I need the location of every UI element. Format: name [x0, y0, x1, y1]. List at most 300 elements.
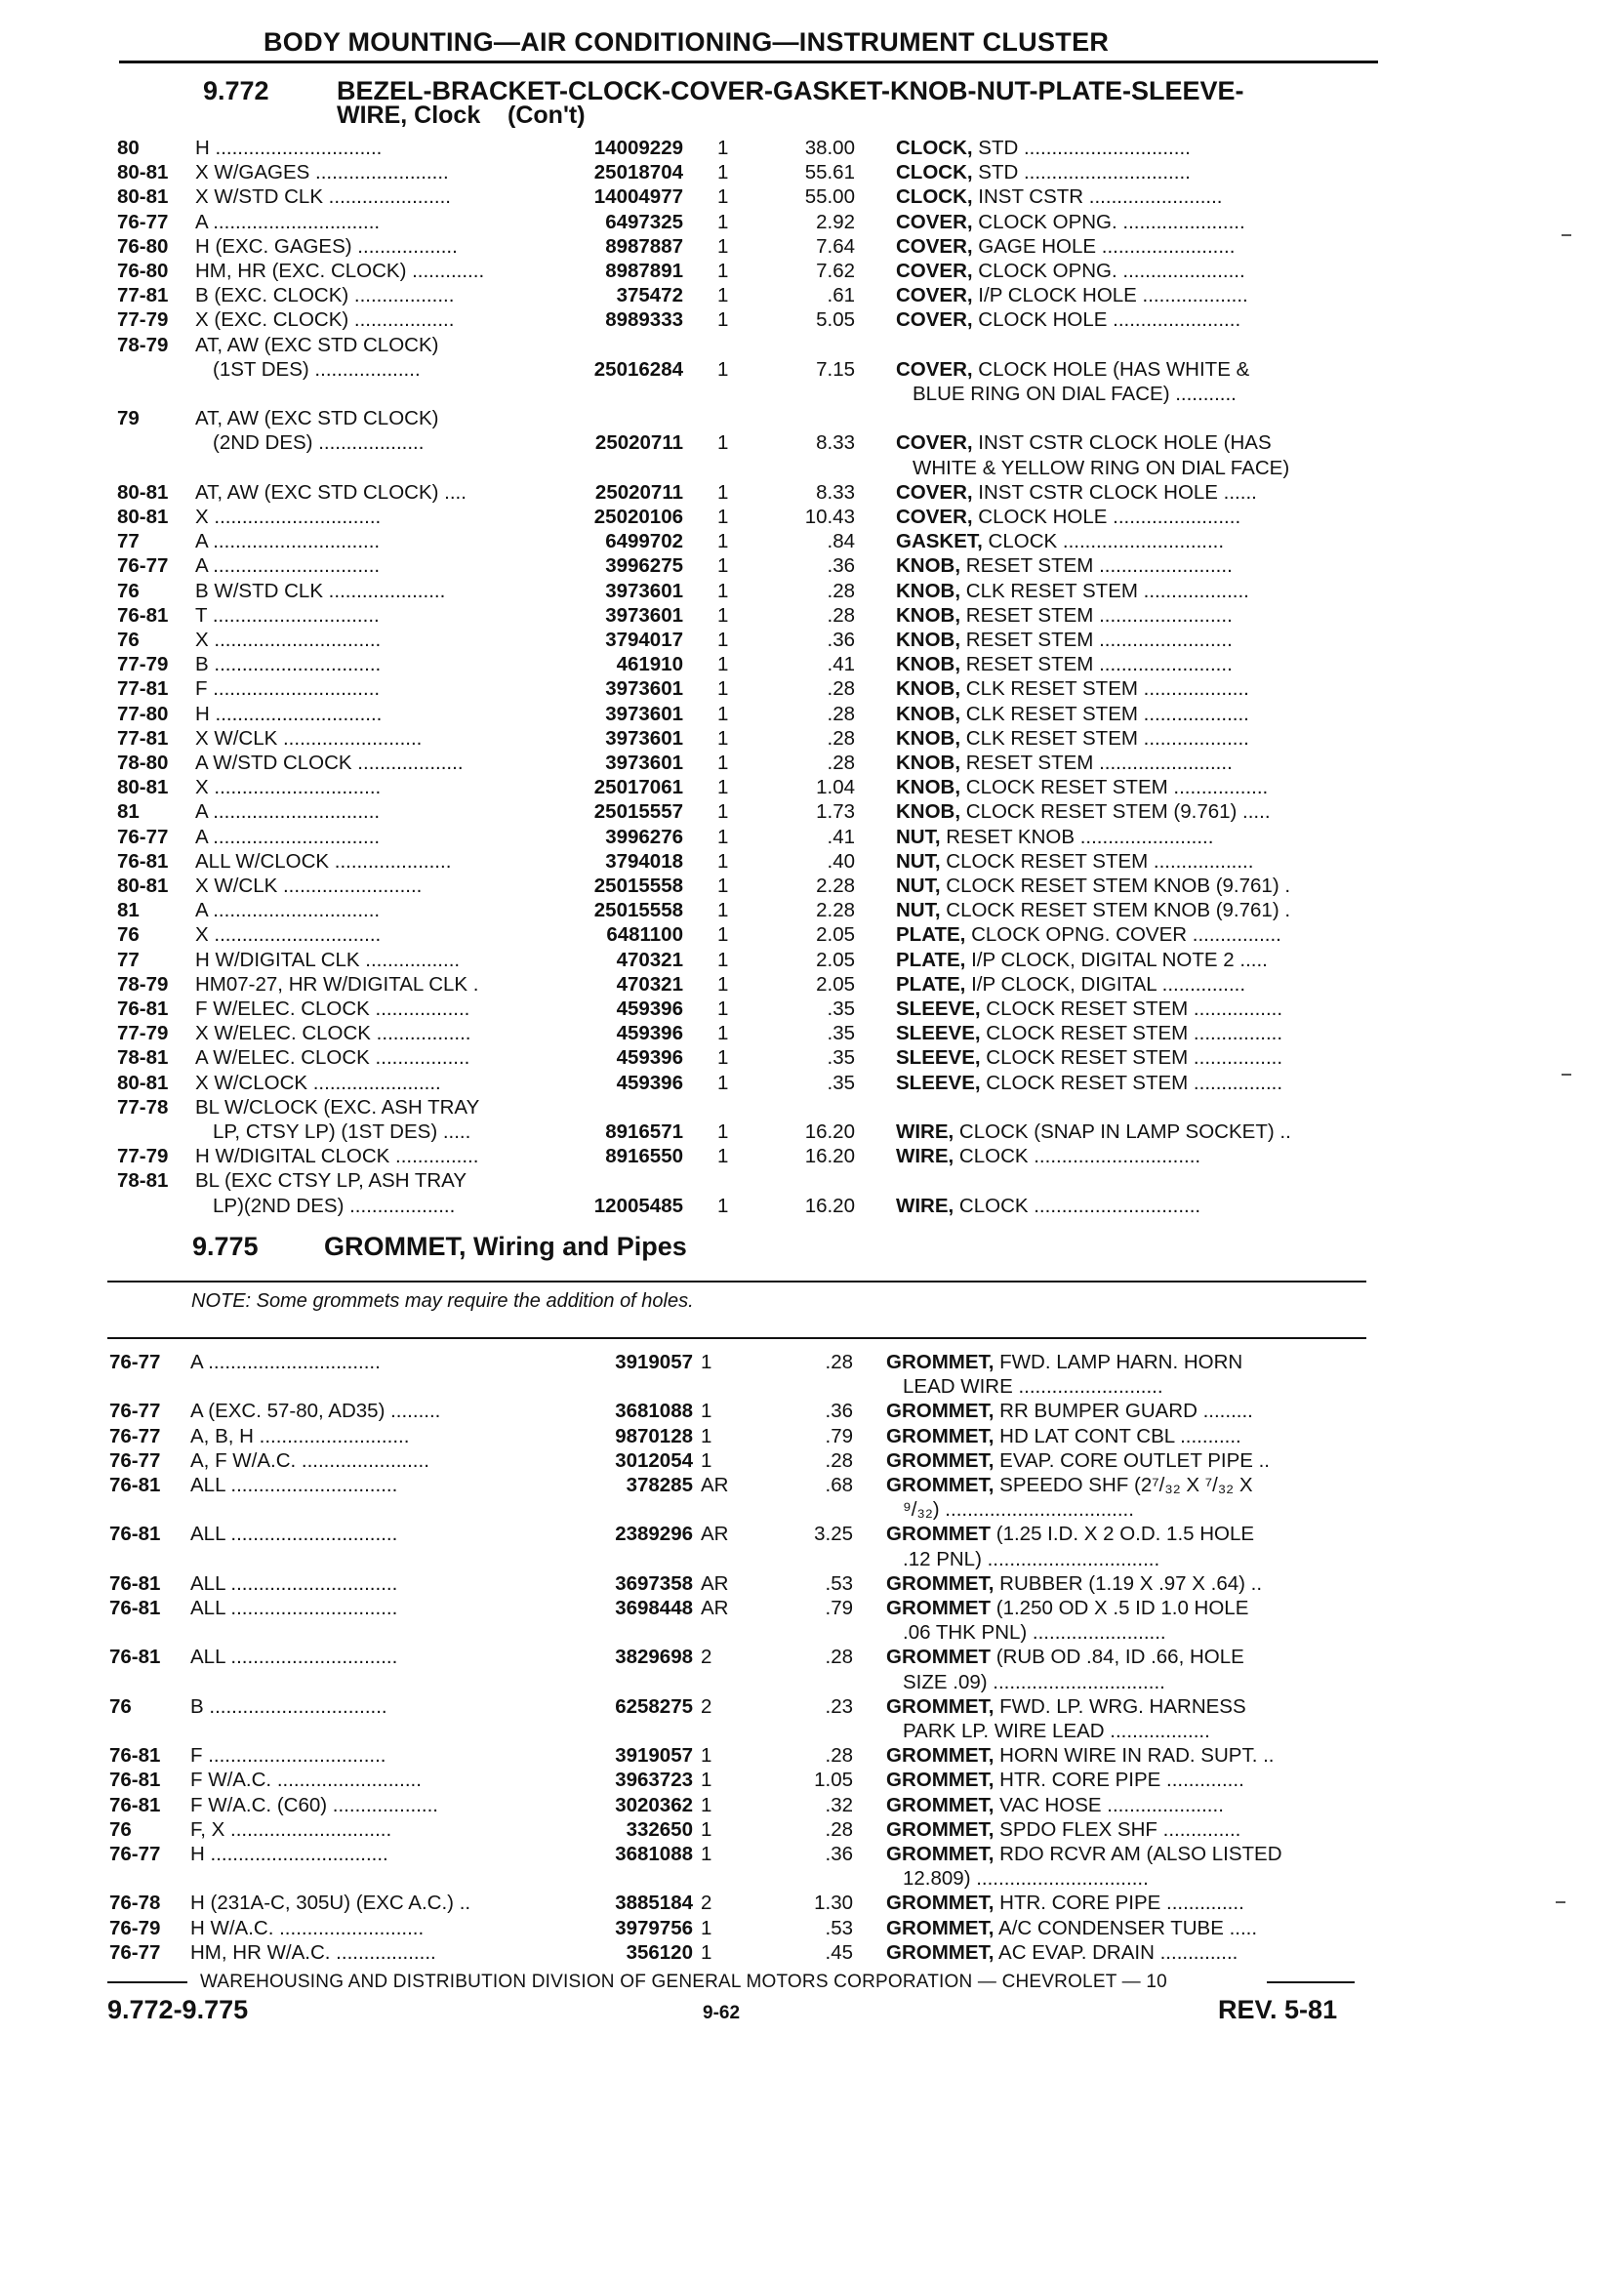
- quantity: 1: [717, 653, 729, 676]
- part-name-keyword: COVER,: [896, 260, 973, 282]
- price: 1.05: [814, 1769, 853, 1792]
- part-name-keyword: KNOB,: [896, 800, 961, 824]
- table-row: [0, 1449, 1624, 1473]
- table-row: [0, 308, 1624, 332]
- part-name-keyword: KNOB,: [896, 603, 961, 627]
- part-name: [886, 1523, 1366, 1546]
- model-years: 76-80: [117, 260, 169, 282]
- part-name-keyword: GROMMET,: [886, 1793, 995, 1816]
- part-name-detail: CLK RESET STEM ...................: [960, 677, 1249, 701]
- part-number: 3973601: [605, 579, 683, 602]
- table-row: [0, 1917, 1624, 1940]
- part-name-detail: INST CSTR ........................: [972, 185, 1223, 209]
- price: .79: [825, 1597, 853, 1619]
- model-description: AT, AW (EXC STD CLOCK): [195, 333, 439, 356]
- part-name: [896, 137, 1366, 160]
- model-years: 76-81: [109, 1597, 161, 1619]
- table-row: [0, 1072, 1624, 1095]
- quantity: 1: [717, 972, 729, 996]
- part-name-keyword: CLOCK,: [896, 137, 973, 159]
- footer-section-range: 9.772-9.775: [107, 1995, 249, 2024]
- part-number: 14009229: [593, 137, 683, 159]
- section-note: NOTE: Some grommets may require the addition of holes.: [191, 1290, 694, 1312]
- part-name: [896, 1072, 1366, 1095]
- part-number: 6499702: [605, 530, 683, 553]
- part-name-detail: CLOCK RESET STEM ..................: [940, 849, 1254, 873]
- part-name-detail: RESET KNOB ........................: [940, 825, 1214, 848]
- table-row: [0, 1120, 1624, 1144]
- part-number: 25015557: [593, 800, 683, 824]
- model-years: 81: [117, 899, 140, 922]
- price: 38.00: [804, 137, 855, 159]
- part-name: [896, 481, 1366, 505]
- model-years: 76-77: [117, 210, 169, 233]
- quantity: 1: [701, 1940, 712, 1964]
- part-name-detail: RUBBER (1.19 X .97 X .64) ..: [994, 1571, 1263, 1595]
- table-row: [0, 1695, 1624, 1719]
- model-description: A W/STD CLOCK ...................: [195, 752, 464, 774]
- part-name-detail: CLOCK RESET STEM .................: [960, 776, 1269, 799]
- part-name-detail: CLK RESET STEM ...................: [960, 702, 1249, 725]
- quantity: 1: [717, 1071, 729, 1094]
- note-rule-top: [107, 1281, 1366, 1282]
- model-years: 77-79: [117, 308, 169, 332]
- part-name: [886, 1425, 1366, 1448]
- table-row: [0, 1400, 1624, 1423]
- part-name-keyword: NUT,: [896, 875, 941, 897]
- part-number: 25015558: [593, 899, 683, 922]
- part-name-detail: INST CSTR CLOCK HOLE ......: [972, 480, 1257, 504]
- part-name: [896, 800, 1366, 824]
- table-row: [0, 973, 1624, 997]
- price: .32: [825, 1793, 853, 1816]
- model-years: 80-81: [117, 506, 169, 528]
- part-number: 3919057: [615, 1351, 693, 1373]
- table-row: [0, 407, 1624, 430]
- model-description: X ..............................: [195, 629, 382, 651]
- part-name-keyword: GROMMET,: [886, 1892, 995, 1915]
- model-description: H ................................: [190, 1843, 388, 1865]
- part-name-detail: RR BUMPER GUARD .........: [994, 1400, 1253, 1423]
- quantity: 1: [717, 284, 729, 307]
- model-years: 76-81: [109, 1474, 161, 1496]
- part-name-continuation: BLUE RING ON DIAL FACE) ...........: [913, 383, 1237, 405]
- part-number: 8987887: [605, 234, 683, 258]
- model-description: ALL ..............................: [190, 1523, 398, 1546]
- part-name-detail: HORN WIRE IN RAD. SUPT. ..: [994, 1744, 1275, 1768]
- part-name-keyword: GROMMET,: [886, 1769, 995, 1792]
- model-description: ALL ..............................: [190, 1474, 398, 1496]
- part-name: [896, 161, 1366, 184]
- model-years: 77-81: [117, 677, 169, 701]
- quantity: 1: [717, 629, 729, 651]
- model-years: 76-77: [109, 1400, 161, 1423]
- part-number: 459396: [616, 1046, 683, 1070]
- part-number: 25020711: [594, 431, 683, 455]
- part-number: 3973601: [605, 726, 683, 750]
- part-name-detail: CLOCK .............................: [982, 530, 1225, 553]
- part-name-detail: FWD. LAMP HARN. HORN: [994, 1351, 1243, 1373]
- model-years: 76-81: [109, 1571, 161, 1595]
- table-row: [0, 211, 1624, 234]
- quantity: 1: [717, 161, 729, 184]
- model-description: ALL ..............................: [190, 1571, 398, 1595]
- part-name-detail: HD LAT CONT CBL ...........: [994, 1424, 1241, 1447]
- quantity: 1: [701, 1793, 712, 1816]
- quantity: 1: [717, 260, 729, 282]
- price: .28: [827, 726, 855, 750]
- table-row: [0, 1794, 1624, 1817]
- part-name-detail: RESET STEM ........................: [960, 554, 1233, 578]
- model-years: 77-80: [117, 702, 169, 725]
- model-description: A, B, H ...........................: [190, 1424, 410, 1447]
- part-name: [896, 358, 1366, 382]
- part-name-keyword: COVER,: [896, 284, 973, 307]
- quantity: 1: [717, 431, 729, 455]
- model-description: HM, HR (EXC. CLOCK) .............: [195, 260, 485, 282]
- table-row: [0, 1022, 1624, 1045]
- model-description: X ..............................: [195, 776, 382, 799]
- part-name-continuation: 12.809) ...............................: [903, 1867, 1149, 1891]
- model-description: H W/DIGITAL CLK .................: [195, 948, 461, 971]
- quantity: 1: [701, 1769, 712, 1792]
- header-rule: [119, 61, 1378, 63]
- part-name-detail: CLOCK RESET STEM KNOB (9.761) .: [940, 875, 1291, 897]
- table-row: [0, 1169, 1624, 1193]
- part-number: 8989333: [605, 308, 683, 332]
- quantity: 1: [717, 776, 729, 799]
- part-name: [886, 1917, 1366, 1940]
- part-number: 470321: [616, 948, 683, 971]
- table-row: [0, 1572, 1624, 1596]
- part-name-detail: CLOCK ..............................: [954, 1145, 1201, 1168]
- part-name: [886, 1941, 1366, 1965]
- quantity: 1: [701, 1400, 712, 1423]
- price: 1.30: [814, 1892, 853, 1915]
- table-row: [0, 752, 1624, 775]
- table-row: [0, 899, 1624, 922]
- table-row: [0, 800, 1624, 824]
- section-title: BEZEL-BRACKET-CLOCK-COVER-GASKET-KNOB-NUT-PLATE-SLEEVE-: [337, 76, 1244, 105]
- price: .41: [827, 825, 855, 848]
- price: 2.05: [816, 972, 855, 996]
- model-years: 80-81: [117, 1071, 169, 1094]
- quantity: 1: [717, 726, 729, 750]
- model-description: H (231A-C, 305U) (EXC A.C.) ..: [190, 1892, 471, 1915]
- model-description: A ..............................: [195, 210, 381, 233]
- price: .53: [825, 1571, 853, 1595]
- price: .28: [827, 579, 855, 602]
- quantity: 1: [717, 530, 729, 553]
- part-number: 25015558: [593, 875, 683, 897]
- part-name-continuation: SIZE .09) ...............................: [903, 1670, 1165, 1693]
- part-name-keyword: NUT,: [896, 899, 941, 922]
- model-years: 77-81: [117, 726, 169, 750]
- part-name-detail: CLOCK OPNG. ......................: [972, 210, 1245, 233]
- model-years: 78-81: [117, 1169, 169, 1193]
- model-description: H ..............................: [195, 137, 383, 159]
- page-number: 9-62: [703, 2003, 741, 2023]
- part-number: 470321: [616, 972, 683, 996]
- part-name: [886, 1572, 1366, 1596]
- model-years: 76-81: [117, 998, 169, 1020]
- model-description: A, F W/A.C. .......................: [190, 1448, 429, 1472]
- model-description: (1ST DES) ...................: [213, 357, 421, 381]
- model-years: 77-79: [117, 1022, 169, 1045]
- part-name-keyword: GROMMET: [886, 1597, 992, 1619]
- part-name: [896, 1145, 1366, 1168]
- table-row: [0, 1818, 1624, 1842]
- model-description: X W/ELEC. CLOCK .................: [195, 1022, 471, 1045]
- part-name-detail: CLOCK OPNG. ......................: [972, 260, 1245, 282]
- model-description: A ..............................: [195, 530, 381, 553]
- table-row: [0, 1744, 1624, 1768]
- part-number: 25017061: [593, 776, 683, 799]
- part-name: [896, 580, 1366, 603]
- model-description: X W/CLK .........................: [195, 726, 423, 750]
- part-name-keyword: PLATE,: [896, 923, 966, 947]
- part-name-detail: A/C CONDENSER TUBE .....: [994, 1916, 1258, 1939]
- quantity: 1: [717, 554, 729, 578]
- table-row: [0, 137, 1624, 160]
- part-name-keyword: PLATE,: [896, 972, 966, 996]
- table-row: [0, 284, 1624, 307]
- part-name: [886, 1695, 1366, 1719]
- price: .28: [827, 752, 855, 774]
- model-description: F ..............................: [195, 677, 381, 701]
- price: .45: [825, 1940, 853, 1964]
- model-description: A ..............................: [195, 825, 381, 848]
- part-name: [886, 1449, 1366, 1473]
- price: .36: [825, 1400, 853, 1423]
- model-description: (2ND DES) ...................: [213, 431, 425, 455]
- part-number: 461910: [616, 653, 683, 676]
- part-name-keyword: CLOCK,: [896, 185, 973, 209]
- model-years: 76-77: [109, 1448, 161, 1472]
- price: .28: [827, 677, 855, 701]
- part-name-keyword: GROMMET,: [886, 1940, 995, 1964]
- part-name-keyword: KNOB,: [896, 776, 961, 799]
- quantity: 1: [717, 1145, 729, 1168]
- model-description: B W/STD CLK .....................: [195, 579, 446, 602]
- model-years: 76-81: [109, 1744, 161, 1768]
- price: 5.05: [816, 308, 855, 332]
- model-years: 76: [109, 1694, 132, 1718]
- part-number: 378285: [626, 1474, 693, 1496]
- table-row: [0, 235, 1624, 259]
- part-name-keyword: KNOB,: [896, 726, 961, 750]
- table-row: [0, 1351, 1624, 1374]
- part-number: 356120: [626, 1940, 693, 1964]
- part-name: [886, 1843, 1366, 1866]
- part-name-detail: CLOCK RESET STEM ................: [980, 1071, 1283, 1094]
- table-row: [0, 629, 1624, 652]
- model-description: LP, CTSY LP) (1ST DES) .....: [213, 1120, 471, 1143]
- part-name-detail: RDO RCVR AM (ALSO LISTED: [994, 1843, 1282, 1865]
- part-name-keyword: KNOB,: [896, 677, 961, 701]
- part-name-continuation: .12 PNL) ...............................: [903, 1547, 1160, 1570]
- quantity: 1: [717, 603, 729, 627]
- part-name: [896, 973, 1366, 997]
- part-number: 3829698: [615, 1646, 693, 1669]
- price: 2.28: [816, 899, 855, 922]
- model-description: BL W/CLOCK (EXC. ASH TRAY: [195, 1095, 480, 1119]
- part-name-detail: (RUB OD .84, ID .66, HOLE: [991, 1646, 1244, 1669]
- price: .84: [827, 530, 855, 553]
- model-description: A ..............................: [195, 800, 381, 824]
- price: 8.33: [816, 480, 855, 504]
- quantity: 1: [717, 825, 729, 848]
- model-years: 76-81: [117, 849, 169, 873]
- part-name: [886, 1351, 1366, 1374]
- part-name-keyword: COVER,: [896, 210, 973, 233]
- price: 7.15: [816, 357, 855, 381]
- part-name: [896, 1046, 1366, 1070]
- price: 8.33: [816, 431, 855, 455]
- part-name-detail: SPDO FLEX SHF ..............: [994, 1817, 1241, 1841]
- part-name-keyword: WIRE,: [896, 1194, 954, 1217]
- part-name-detail: I/P CLOCK HOLE ...................: [972, 284, 1248, 307]
- part-name-keyword: KNOB,: [896, 702, 961, 725]
- part-number: 6258275: [615, 1694, 693, 1718]
- model-years: 81: [117, 800, 140, 824]
- model-years: 76-81: [109, 1646, 161, 1669]
- part-name: [886, 1744, 1366, 1768]
- part-name: [896, 506, 1366, 529]
- part-name: [896, 211, 1366, 234]
- model-years: 80: [117, 137, 140, 159]
- part-name: [896, 949, 1366, 972]
- model-description: B ..............................: [195, 653, 382, 676]
- model-years: 80-81: [117, 875, 169, 897]
- part-name-detail: RESET STEM ........................: [960, 653, 1233, 676]
- model-description: B ................................: [190, 1694, 387, 1718]
- part-name-continuation: PARK LP. WIRE LEAD ..................: [903, 1720, 1210, 1742]
- quantity: AR: [701, 1571, 729, 1595]
- part-number: 459396: [616, 1022, 683, 1045]
- part-name: [896, 653, 1366, 676]
- quantity: 2: [701, 1694, 712, 1718]
- model-years: 80-81: [117, 185, 169, 209]
- part-name-keyword: GROMMET,: [886, 1571, 995, 1595]
- model-description: F W/A.C. ..........................: [190, 1769, 422, 1792]
- footer-text: WAREHOUSING AND DISTRIBUTION DIVISION OF GENERAL MOTORS CORPORATION — CHEVROLET — 10: [200, 1972, 1167, 1992]
- model-description: X ..............................: [195, 923, 382, 947]
- part-name-detail: RESET STEM ........................: [960, 752, 1233, 774]
- part-name: [896, 604, 1366, 628]
- part-name: [886, 1400, 1366, 1423]
- table-row: [0, 431, 1624, 455]
- model-years: 76-77: [109, 1940, 161, 1964]
- table-row: [0, 1597, 1624, 1620]
- section-subtitle: WIRE, Clock (Con't): [337, 102, 586, 129]
- part-name-detail: HTR. CORE PIPE ..............: [994, 1769, 1244, 1792]
- part-name-detail: STD ..............................: [972, 137, 1191, 159]
- table-row: [0, 260, 1624, 283]
- price: .36: [827, 629, 855, 651]
- part-number: 375472: [616, 284, 683, 307]
- part-number: 25020711: [594, 480, 683, 504]
- table-row: [0, 554, 1624, 578]
- quantity: 1: [717, 899, 729, 922]
- table-row: [0, 1425, 1624, 1448]
- part-number: 3698448: [615, 1597, 693, 1619]
- part-name: [896, 1195, 1366, 1218]
- part-number: 25020106: [593, 506, 683, 528]
- model-years: 76-81: [117, 603, 169, 627]
- part-number: 2389296: [615, 1523, 693, 1546]
- part-number: 3681088: [615, 1400, 693, 1423]
- quantity: 1: [717, 137, 729, 159]
- price: 16.20: [804, 1194, 855, 1217]
- price: 3.25: [814, 1523, 853, 1546]
- quantity: 1: [717, 998, 729, 1020]
- model-years: 76-79: [109, 1916, 161, 1939]
- part-number: 8916550: [605, 1145, 683, 1168]
- model-description: F W/ELEC. CLOCK .................: [195, 998, 470, 1020]
- part-name-keyword: GASKET,: [896, 530, 983, 553]
- price: .28: [825, 1744, 853, 1768]
- part-name: [896, 629, 1366, 652]
- table-row: [0, 998, 1624, 1021]
- price: .35: [827, 1046, 855, 1070]
- table-row: [0, 923, 1624, 947]
- model-years: 76-77: [109, 1424, 161, 1447]
- part-name-keyword: GROMMET: [886, 1523, 992, 1546]
- price: .28: [825, 1817, 853, 1841]
- table-row: [0, 580, 1624, 603]
- footer-rule-right: [1267, 1981, 1355, 1983]
- model-description: AT, AW (EXC STD CLOCK): [195, 407, 439, 430]
- model-years: 77-81: [117, 284, 169, 307]
- part-name-keyword: WIRE,: [896, 1120, 954, 1143]
- model-description: A (EXC. 57-80, AD35) .........: [190, 1400, 441, 1423]
- part-name-keyword: COVER,: [896, 480, 973, 504]
- part-name-detail: GAGE HOLE ........................: [972, 234, 1236, 258]
- part-name-keyword: GROMMET,: [886, 1424, 995, 1447]
- margin-mark: [1556, 1901, 1565, 1903]
- model-years: 78-79: [117, 333, 169, 356]
- model-years: 80-81: [117, 776, 169, 799]
- model-description: A W/ELEC. CLOCK .................: [195, 1046, 470, 1070]
- price: .41: [827, 653, 855, 676]
- part-name-keyword: GROMMET,: [886, 1694, 995, 1718]
- part-name-keyword: KNOB,: [896, 554, 961, 578]
- part-name-continuation: .06 THK PNL) ........................: [903, 1621, 1166, 1645]
- quantity: 1: [717, 923, 729, 947]
- part-name: [896, 776, 1366, 799]
- part-number: 3973601: [605, 752, 683, 774]
- model-years: 76: [109, 1817, 132, 1841]
- table-row: [0, 530, 1624, 553]
- part-name-detail: FWD. LP. WRG. HARNESS: [994, 1694, 1246, 1718]
- table-row: [0, 1523, 1624, 1546]
- model-description: HM07-27, HR W/DIGITAL CLK .: [195, 972, 479, 996]
- part-number: 3973601: [605, 702, 683, 725]
- part-name-detail: VAC HOSE .....................: [994, 1793, 1224, 1816]
- part-name-keyword: NUT,: [896, 825, 941, 848]
- part-name: [886, 1474, 1366, 1497]
- part-name: [896, 1022, 1366, 1045]
- quantity: AR: [701, 1523, 729, 1546]
- price: .23: [825, 1694, 853, 1718]
- part-name: [886, 1646, 1366, 1669]
- part-number: 14004977: [593, 185, 683, 209]
- part-name: [896, 826, 1366, 849]
- revision-label: REV. 5-81: [1218, 1995, 1338, 2024]
- part-name-detail: INST CSTR CLOCK HOLE (HAS: [972, 431, 1272, 455]
- quantity: 1: [717, 210, 729, 233]
